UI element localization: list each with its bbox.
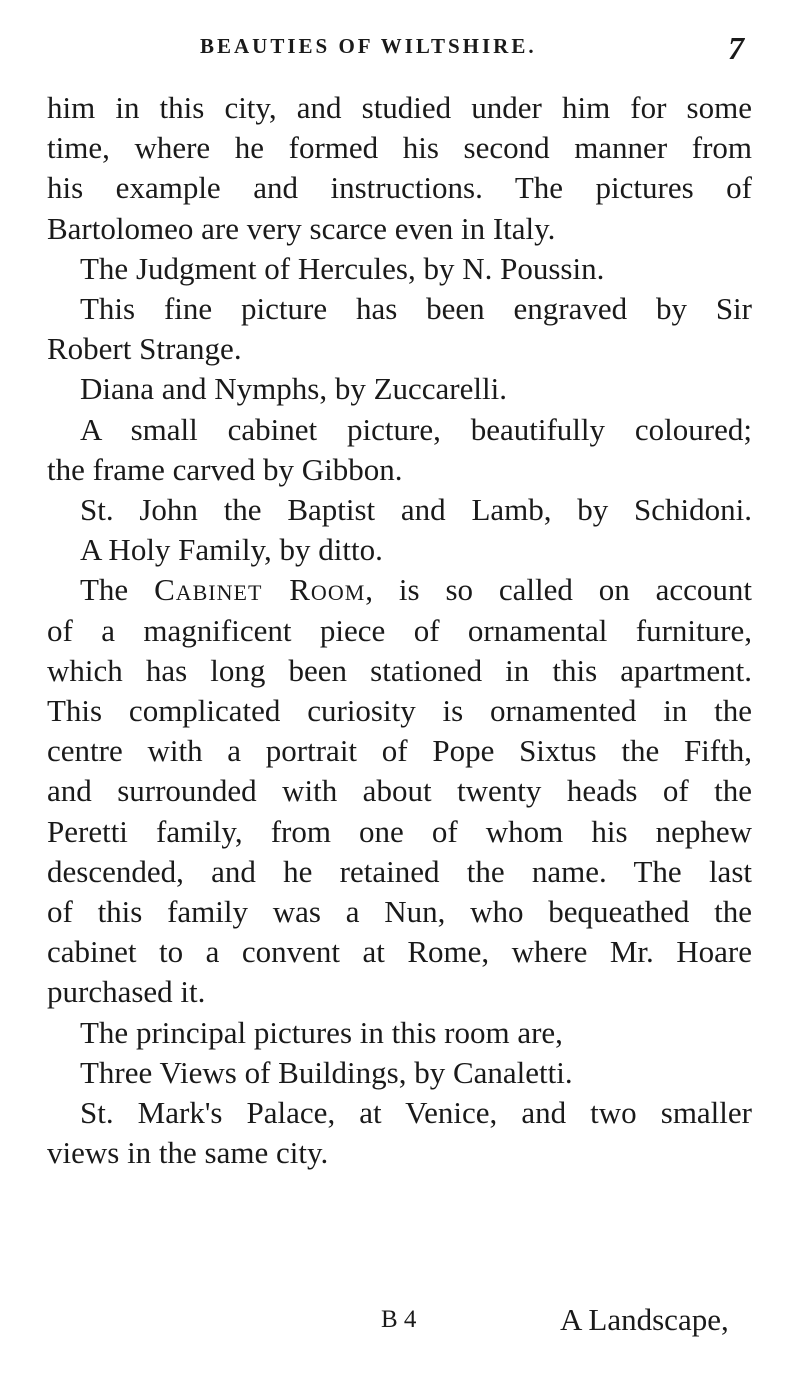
text-line: and surrounded with about twenty heads of the bbox=[47, 773, 752, 808]
page-number: 7 bbox=[728, 30, 744, 66]
text-line: of this family was a Nun, who bequeathed the bbox=[47, 894, 752, 929]
text-line: St. John the Baptist and Lamb, by Schidoni. bbox=[80, 492, 752, 527]
text-line: The Judgment of Hercules, by N. Poussin. bbox=[80, 251, 605, 286]
text-line: Robert Strange. bbox=[47, 331, 242, 366]
signature-mark: B 4 bbox=[381, 1306, 417, 1333]
text-line: centre with a portrait of Pope Sixtus the Fifth, bbox=[47, 733, 752, 768]
text-line: This complicated curiosity is ornamented in the bbox=[47, 693, 752, 728]
text-line: descended, and he retained the name. The last bbox=[47, 854, 752, 889]
text-line: which has long been stationed in this apartment. bbox=[47, 653, 752, 688]
text-line: of a magnificent piece of ornamental furniture, bbox=[47, 613, 752, 648]
text-line: A small cabinet picture, beautifully coloured; bbox=[80, 412, 752, 447]
small-caps-heading: Cabinet Room bbox=[154, 572, 366, 607]
text-line: Three Views of Buildings, by Canaletti. bbox=[80, 1055, 573, 1090]
text-line: A Holy Family, by ditto. bbox=[80, 532, 383, 567]
page-footer bbox=[0, 1298, 800, 1348]
text-line: the frame carved by Gibbon. bbox=[47, 452, 403, 487]
text-line: his example and instructions. The pictures of bbox=[47, 170, 752, 205]
page-header bbox=[0, 30, 800, 70]
running-head: BEAUTIES OF WILTSHIRE. bbox=[200, 34, 537, 58]
text-line: him in this city, and studied under him for some bbox=[47, 90, 752, 125]
text-line: Diana and Nymphs, by Zuccarelli. bbox=[80, 371, 507, 406]
text-run: , is so called on account bbox=[365, 572, 752, 607]
text-line: This fine picture has been engraved by Sir bbox=[80, 291, 752, 326]
text-line: The principal pictures in this room are, bbox=[80, 1015, 563, 1050]
text-line: time, where he formed his second manner from bbox=[47, 130, 752, 165]
text-line bbox=[80, 570, 752, 610]
text-line: cabinet to a convent at Rome, where Mr. Hoare bbox=[47, 934, 752, 969]
text-run: The bbox=[80, 572, 155, 607]
text-line: views in the same city. bbox=[47, 1135, 329, 1170]
text-line: Peretti family, from one of whom his nephew bbox=[47, 814, 752, 849]
text-line: Bartolomeo are very scarce even in Italy. bbox=[47, 211, 556, 246]
text-line: St. Mark's Palace, at Venice, and two smaller bbox=[80, 1095, 752, 1130]
text-line: purchased it. bbox=[47, 974, 206, 1009]
catchword: A Landscape, bbox=[560, 1302, 729, 1337]
